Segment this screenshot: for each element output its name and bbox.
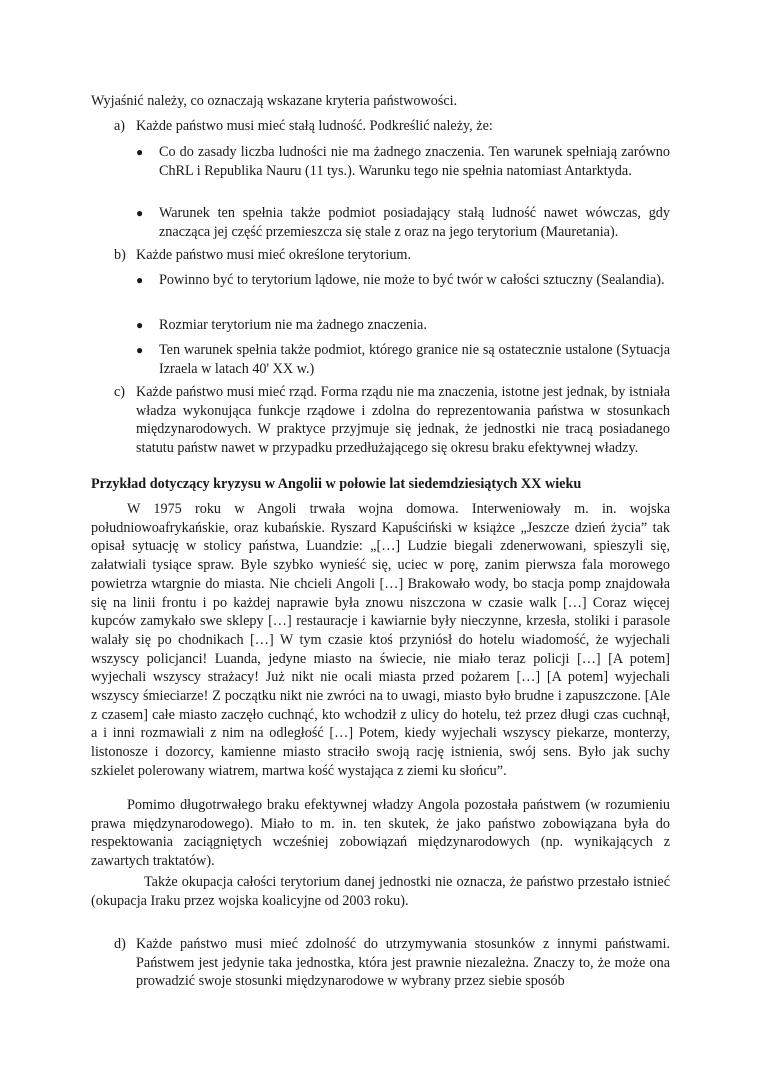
bullet-icon: ● [136, 273, 144, 287]
criterion-text: Każde państwo musi mieć rząd. Forma rządu nie ma znaczenia, istotne jest jednak, by istniała władza wykonująca funkcje rządowe i zdolna do reprezentowania państwa w stosunkach międzynarodowych. W praktyce przyjmuje się jednak, że jednostki nie tracą posiadanego statutu państw nawet w przypadku przedłużającego się okresu braku efektywnej władzy. [136, 384, 670, 457]
bullet-icon: ● [136, 206, 144, 220]
criterion-text: Każde państwo musi mieć określone terytorium. [136, 247, 412, 263]
bullet-item [136, 143, 670, 180]
section-heading: Przykład dotyczący kryzysu w Angolii w połowie lat siedemdziesiątych XX wieku [91, 476, 582, 492]
bullet-item [136, 204, 670, 241]
bullet-item [136, 316, 670, 335]
criterion-c [114, 383, 670, 458]
paragraph-text: Także okupacja całości terytorium danej jednostki nie oznacza, że państwo przestało istnieć (okupacja Iraku przez wojska koalicyjne od 2003 roku). [91, 874, 670, 909]
bullet-item [136, 271, 670, 290]
paragraph-consequence [91, 796, 670, 871]
criterion-text: Każde państwo musi mieć zdolność do utrzymywania stosunków z innymi państwami. Państwem jest jedynie taka jednostka, która jest prawnie niezależna. Znaczy to, że może ona prowadzić swoje stosunki międzynarodowe w wybrany przez siebie sposób [136, 936, 670, 990]
criterion-text: Każde państwo musi mieć stałą ludność. Podkreślić należy, że: [136, 118, 493, 134]
list-marker: d) [114, 936, 126, 952]
intro-sentence: Wyjaśnić należy, co oznaczają wskazane kryteria państwowości. [91, 93, 458, 109]
bullet-text: Warunek ten spełnia także podmiot posiadający stałą ludność nawet wówczas, gdy znacząca jej część przemieszcza się stale z oraz na jego terytorium (Mauretania). [159, 205, 670, 240]
list-marker: b) [114, 247, 126, 263]
criterion-b [114, 246, 670, 265]
paragraph-text: Pomimo długotrwałego braku efektywnej władzy Angola pozostała państwem (w rozumieniu prawa międzynarodowego). Miało to m. in. ten skutek, że jako państwo zobowiązana była do respektowania zaciągniętych wcześniej zobowiązań międzynarodowych (np. wynikających z zawartych traktatów). [91, 797, 670, 870]
list-marker: c) [114, 384, 126, 400]
bullet-item [136, 341, 670, 378]
bullet-icon: ● [136, 145, 144, 159]
bullet-text: Powinno być to terytorium lądowe, nie może to być twór w całości sztuczny (Sealandia). [159, 272, 665, 288]
bullet-text: Ten warunek spełnia także podmiot, którego granice nie są ostatecznie ustalone (Sytuacja Izraela w latach 40' XX w.) [159, 342, 670, 377]
paragraph-occupation [91, 873, 670, 910]
bullet-text: Rozmiar terytorium nie ma żadnego znaczenia. [159, 317, 427, 333]
bullet-icon: ● [136, 343, 144, 357]
bullet-text: Co do zasady liczba ludności nie ma żadnego znaczenia. Ten warunek spełniają zarówno ChRL i Republika Nauru (11 tys.). Warunku tego nie spełnia natomiast Antarktyda. [159, 144, 670, 179]
criterion-d [114, 935, 670, 991]
paragraph-example [91, 500, 670, 781]
paragraph-text: W 1975 roku w Angoli trwała wojna domowa. Interweniowały m. in. wojska południowoafrykańskie, oraz kubańskie. Ryszard Kapuściński w książce „Jeszcze dzień życia” tak opisał sytuację w stolicy państwa, Luandzie: „[…] Ludzie biegali zdenerwowani, spieszyli się, załatwiali tysiące spraw. Byle szybko wynieść się, uciec w porę, zanim pierwsza fala morowego powietrza wtargnie do miasta. Nie chcieli Angoli […] Brakowało wody, bo stacja pomp znajdowała się na linii frontu i po każdej naprawie była znowu niszczona w czasie walk […] Coraz więcej kupców zamykało swe sklepy […] restauracje i kawiarnie były nieczynne, krzesła, stoliki i parasole walały się po chodnikach […] W tym czasie ktoś przyniósł do hotelu wiadomość, że wyjechali wszyscy policjanci! Luanda, jedyne miasto na świecie, nie miało teraz policji […] [A potem] wyjechali wszyscy strażacy! Już nikt nie ocali miasta przed pożarem […] [A potem] wyjechali wszyscy śmieciarze! Z początku nikt nie zwróci na to uwagi, miasto było brudne i zapuszczone. [Ale z czasem] całe miasto zaczęło cuchnąć, kto wchodził z ulicy do hotelu, też przez długi czas cuchnął, a i inni rozmawiali z nim na odległość […] Potem, kiedy wyjechali wszyscy piekarze, monterzy, listonosze i dozorcy, kamienne miasto straciło swoją rację istnienia, swój sens. Było jak suchy szkielet polerowany wiatrem, martwa kość wystająca z ziemi ku słońcu”. [91, 501, 670, 779]
list-marker: a) [114, 118, 126, 134]
criterion-a [114, 117, 670, 136]
bullet-icon: ● [136, 318, 144, 332]
